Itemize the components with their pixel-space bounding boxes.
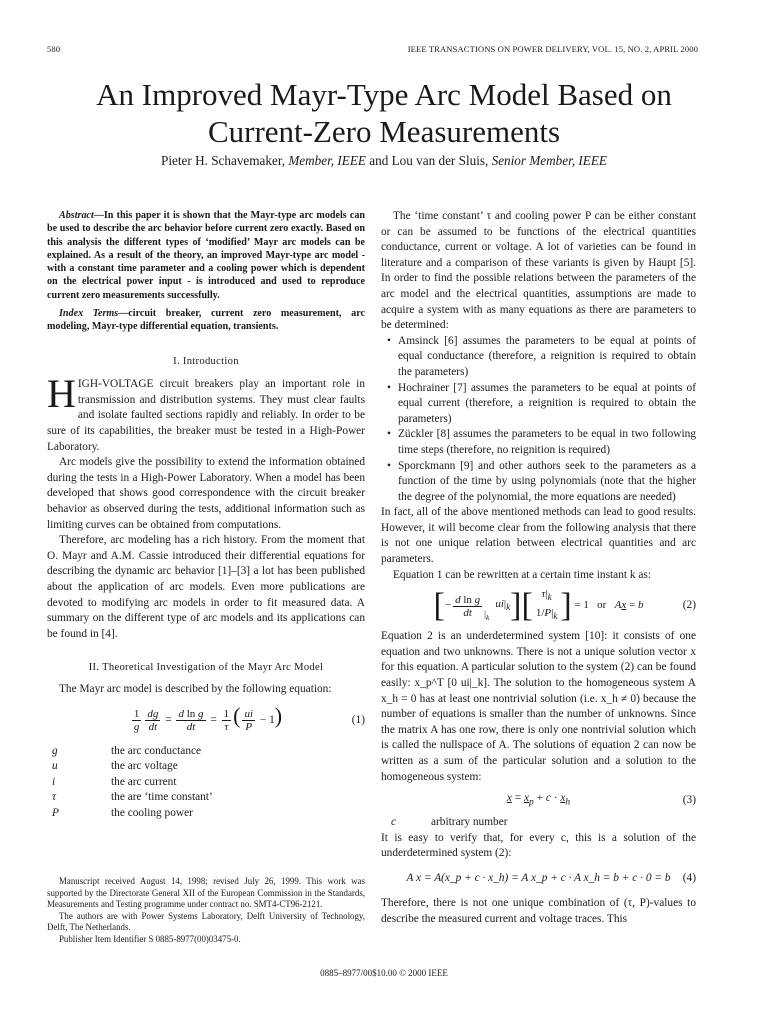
authors-and: and <box>369 153 389 168</box>
right-paragraph-3: Equation 1 can be rewritten at a certain time instant k as: <box>393 568 651 581</box>
right-paragraph-6: Therefore, there is not one unique combination of (τ, P)-values to describe the measured current and voltage traces. This <box>381 896 696 925</box>
title-line-1: An Improved Mayr-Type Arc Model Based on <box>96 77 672 112</box>
abstract-paragraph <box>47 209 365 302</box>
right-paragraph-5: It is easy to verify that, for every c, this is a solution of the underdetermined system (2): <box>381 831 696 860</box>
c-description: arbitrary number <box>431 816 508 829</box>
authors <box>40 153 728 169</box>
variable-desc: the cooling power <box>111 806 193 819</box>
c-symbol: c <box>391 816 397 829</box>
equation-4-number: (4) <box>682 872 696 885</box>
equation-3-body: $x = x_p + c \cdot x_h$ <box>506 792 571 808</box>
variable-symbol: u <box>52 760 58 773</box>
equation-2-number: (2) <box>682 599 696 612</box>
variable-row <box>47 790 365 806</box>
method-list-item: • Sporckmann [9] and other authors seek to the parameters as a function of the time by using polynomials (note that the higher the degree of the polynomial, the more equations are needed) <box>398 459 696 506</box>
footnote-identifier: Publisher Item Identifier S 0885-8977(00)03475-0. <box>59 933 241 944</box>
variable-list <box>47 744 365 822</box>
footnote-manuscript: Manuscript received August 14, 1998; revised July 26, 1999. This work was supported by the Directorate General XII of the European Commission in the Standards, Measurements and Testing programme under contract no. SMT4-CT96-2121. <box>47 876 365 909</box>
method-list-item: • Amsinck [6] assumes the parameters to be equal at points of equal conductance (therefore, a reignition is required to obtain the parameters) <box>398 334 696 381</box>
variable-desc: the arc conductance <box>111 744 202 757</box>
equation-4 <box>381 862 696 896</box>
footnote <box>47 876 365 945</box>
right-paragraph-2: In fact, all of the above mentioned methods can lead to good results. However, it will become clear from the following analysis that there is not one unique relation between electrical quantities and arc parameters. <box>381 506 696 566</box>
variable-row <box>47 744 365 760</box>
variable-symbol: τ <box>52 791 57 804</box>
paper-title <box>40 76 728 150</box>
section-heading-theory: II. Theoretical Investigation of the Mayr Arc Model <box>88 662 324 674</box>
footer-code: 0885–8977/00$10.00 © 2000 IEEE <box>320 968 448 978</box>
index-terms-text: —circuit breaker, current zero measurement, arc modeling, Mayr-type differential equation, transients. <box>47 308 365 333</box>
page-number: 580 <box>47 44 61 54</box>
method-list <box>381 334 696 506</box>
equation-3-number: (3) <box>682 794 696 807</box>
variable-row <box>47 806 365 822</box>
variable-desc: the are ‘time constant’ <box>111 791 213 804</box>
author-2-name: Lou van der Sluis, <box>391 153 489 168</box>
right-paragraph-4: Equation 2 is an underdetermined system [10]: it consists of one equation and two unknowns. There is not a unique solution vector x for this equation. A particular solution to the system (2) can be found easily: x_p^T [0 ui|_k]. The solution to the homogeneous system A x_h = 0 has at least one nontrivial solution (i.e. x_h ≠ 0) because the number of equations is smaller than the number of unknowns. Since the matrix A has one row, there is only one nontrivial solution which is called the nullspace of A. The solutions of equation 2 can now be written as a sum of the particular solution and a solution to the homogeneous system: <box>381 630 696 783</box>
author-1-role: Member, IEEE <box>288 153 366 168</box>
variable-row <box>47 775 365 791</box>
equation-3 <box>381 785 696 817</box>
equation-4-body: A x = A(x_p + c · x_h) = A x_p + c · A x_h = b + c · 0 = b <box>406 872 671 885</box>
intro-paragraph-1 <box>47 371 365 455</box>
left-column <box>47 209 365 821</box>
footnote-affiliation: The authors are with Power Systems Laboratory, Delft University of Technology, Delft, The Netherlands. <box>47 910 365 932</box>
theory-paragraph-1: The Mayr arc model is described by the following equation: <box>59 682 332 695</box>
method-list-item: • Zückler [8] assumes the parameters to be equal in two following time steps (therefore, no reignition is required) <box>398 427 696 458</box>
drop-cap: H <box>47 371 76 417</box>
equation-1 <box>47 704 365 738</box>
intro-paragraph-3: Therefore, arc modeling has a rich history. From the moment that O. Mayr and A.M. Cassie introduced their differential equations for describing the dynamic arc behavior [1]–[3] a lot has been published about the application of arc models. Even more publications are devoted to modifying arc models in order to fit measured data. A summary on the different type of arc models and its applications can be found in [4]. <box>47 534 365 640</box>
variable-desc: the arc voltage <box>111 760 178 773</box>
right-column <box>381 209 696 927</box>
equation-1-number: (1) <box>351 713 365 726</box>
variable-row <box>47 759 365 775</box>
intro-paragraph-2: Arc models give the possibility to extend the information obtained during the tests in a High-Power Laboratory. When a model has been developed that shows good correspondence with the circuit breaker behavior as observed during the tests, additional information such as limiting curves can be obtained from computations. <box>47 456 365 531</box>
abstract-label: Abstract <box>59 210 94 221</box>
c-definition <box>381 815 696 831</box>
variable-desc: the arc current <box>111 775 177 788</box>
equation-2 <box>381 583 696 629</box>
variable-symbol: g <box>52 744 58 757</box>
section-heading-intro: I. Introduction <box>173 355 239 367</box>
abstract <box>47 209 365 334</box>
variable-symbol: i <box>52 775 56 788</box>
author-1-name: Pieter H. Schavemaker, <box>161 153 286 168</box>
equation-1-body: $\frac{1}{g}$ $\frac{dg}{dt}$ = $\frac{\text{d ln g}}{dt}$ = $\frac{1}{\tau}$ ( $\frac{ui}{P}$ − 1) <box>133 703 283 734</box>
intro-p1-text: IGH-VOLTAGE circuit breakers play an important role in transmission and distribution systems. They must clear faults and isolate faulted sections rapidly and reliably. In order to be sure of its capabilities, the breaker must be tested in a High-Power Laboratory. <box>47 378 365 453</box>
method-list-item: • Hochrainer [7] assumes the parameters to be equal at points of equal current (therefore, a reignition is required to obtain the parameters) <box>398 381 696 428</box>
right-paragraph-1: The ‘time constant’ τ and cooling power P can be either constant or can be assumed to be functions of the electrical quantities conductance, current or voltage. A lot of varieties can be found in literature and a comparison of these variants is given by Haupt [5]. In order to find the possible relations between the parameters of the arc model and the electrical quantities, assumptions are made to acquire a system with as many equations as there are parameters to be determined: <box>381 210 696 332</box>
title-line-2: Current-Zero Measurements <box>207 114 561 149</box>
variable-symbol: P <box>52 806 59 819</box>
running-header: IEEE TRANSACTIONS ON POWER DELIVERY, VOL. 15, NO. 2, APRIL 2000 <box>407 44 698 54</box>
author-2-role: Senior Member, IEEE <box>491 153 607 168</box>
index-terms <box>47 307 365 334</box>
equation-2-body: [ − $\frac{\text{d ln g}}{dt}$ $|_k$ $ui|_k$ ] [ $\tau|_k$ $1/P|_k$ ] = 1 or Ax = b <box>433 587 644 625</box>
index-terms-label: Index Terms <box>59 308 119 320</box>
abstract-text: —In this paper it is shown that the Mayr-type arc models can be used to describe the arc behavior before current zero exactly. Based on this analysis the different types of ‘modified’ Mayr arc models can be explained. As a result of the theory, an improved Mayr-type arc model - with a constant time parameter and a cooling power which is dependent on the electrical power input - is introduced and used to reproduce current zero measurements successfully. <box>47 210 365 301</box>
